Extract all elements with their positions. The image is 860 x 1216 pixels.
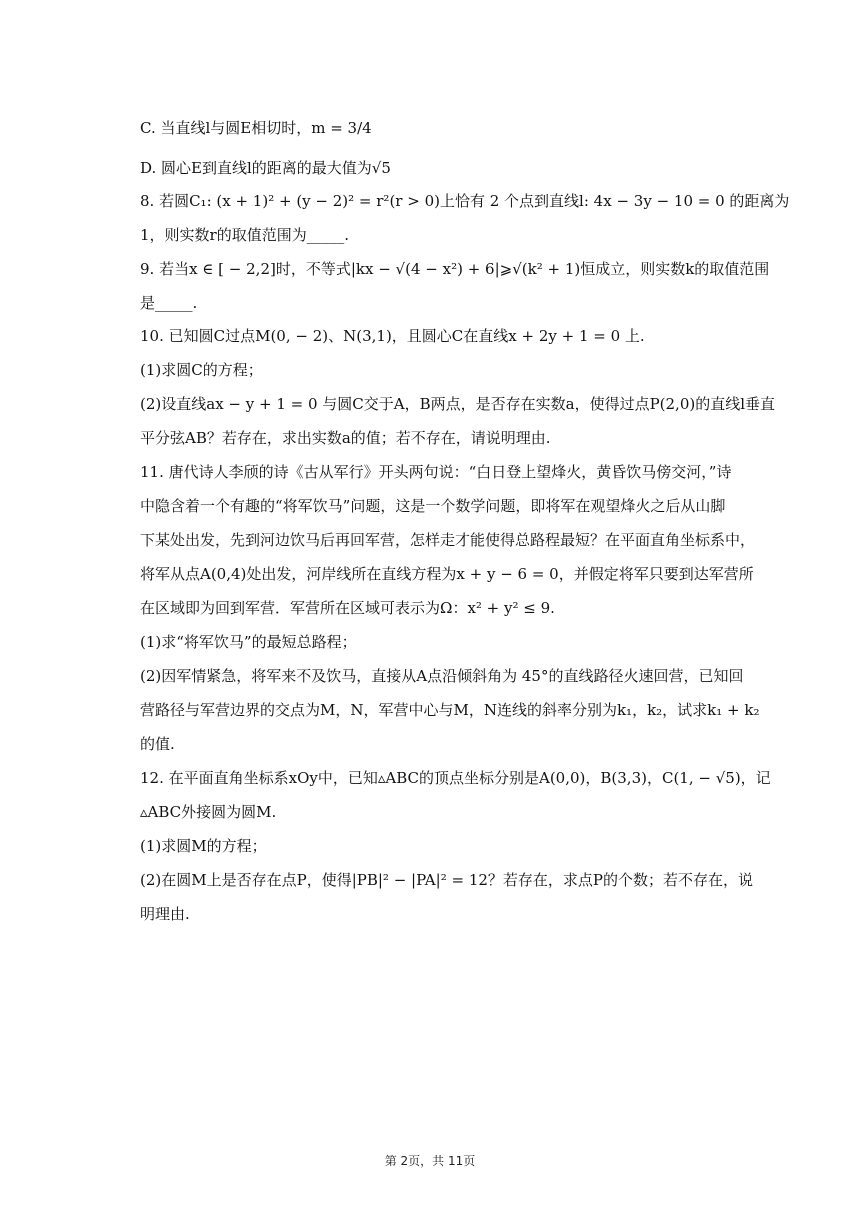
question-11-line-3: 下某处出发，先到河边饮马后再回军营，怎样走才能使得总路程最短？在平面直角坐标系中， [140, 531, 756, 549]
question-12-part-2-line-2: 明理由. [140, 905, 190, 923]
question-11-line-4: 将军从点A(0,4)处出发，河岸线所在直线方程为x + y − 6 = 0，并假定将军只要到达军营所 [140, 565, 754, 583]
question-11-part-2-line-2: 营路径与军营边界的交点为M，N，军营中心与M，N连线的斜率分别为k₁，k₂，试求k₁ + k₂ [140, 701, 760, 719]
question-11-line-2: 中隐含着一个有趣的“将军饮马”问题，这是一个数学问题，即将军在观望烽火之后从山脚 [140, 497, 726, 515]
question-12-part-2-line-1: (2)在圆M上是否存在点P，使得|PB|² − |PA|² = 12？若存在，求点P的个数；若不存在，说 [140, 871, 753, 889]
question-9-line-2: 是_____. [140, 294, 198, 312]
question-10-part-2-line-1: (2)设直线ax − y + 1 = 0 与圆C交于A，B两点，是否存在实数a，使得过点P(2,0)的直线l垂直 [140, 395, 776, 413]
question-8-line-1: 8. 若圆C₁: (x + 1)² + (y − 2)² = r²(r > 0)上恰有 2 个点到直线l: 4x − 3y − 10 = 0 的距离为 [140, 192, 790, 210]
question-10-stem: 10. 已知圆C过点M(0, − 2)、N(3,1)，且圆心C在直线x + 2y + 1 = 0 上. [140, 327, 645, 345]
question-11-line-1: 11. 唐代诗人李颀的诗《古从军行》开头两句说：“白日登上望烽火，黄昏饮马傍交河，”诗 [140, 463, 732, 481]
page-footer: 第 2页，共 11页 [384, 1154, 476, 1168]
question-11-part-2-line-3: 的值. [140, 735, 175, 753]
option-d: D. 圆心E到直线l的距离的最大值为√5 [140, 159, 391, 177]
question-10-part-2-line-2: 平分弦AB？若存在，求出实数a的值；若不存在，请说明理由. [140, 429, 551, 447]
question-9-line-1: 9. 若当x ∈ [ − 2,2]时，不等式|kx − √(4 − x²) + 6|⩾√(k² + 1)恒成立，则实数k的取值范围 [140, 260, 770, 278]
option-c: C. 当直线l与圆E相切时，m = 3/4 [140, 119, 372, 137]
question-8-line-2: 1，则实数r的取值范围为_____. [140, 226, 349, 244]
question-11-part-1: (1)求“将军饮马”的最短总路程； [140, 633, 357, 651]
question-12-line-1: 12. 在平面直角坐标系xOy中，已知▵ABC的顶点坐标分别是A(0,0)，B(3,3)，C(1, − √5)，记 [140, 769, 771, 787]
question-12-part-1: (1)求圆M的方程； [140, 837, 267, 855]
question-12-line-2: ▵ABC外接圆为圆M. [140, 803, 277, 821]
question-11-part-2-line-1: (2)因军情紧急，将军来不及饮马，直接从A点沿倾斜角为 45°的直线路径火速回营，已知回 [140, 667, 744, 685]
question-11-line-5: 在区域即为回到军营．军营所在区域可表示为Ω：x² + y² ≤ 9. [140, 599, 555, 617]
question-10-part-1: (1)求圆C的方程； [140, 361, 263, 379]
